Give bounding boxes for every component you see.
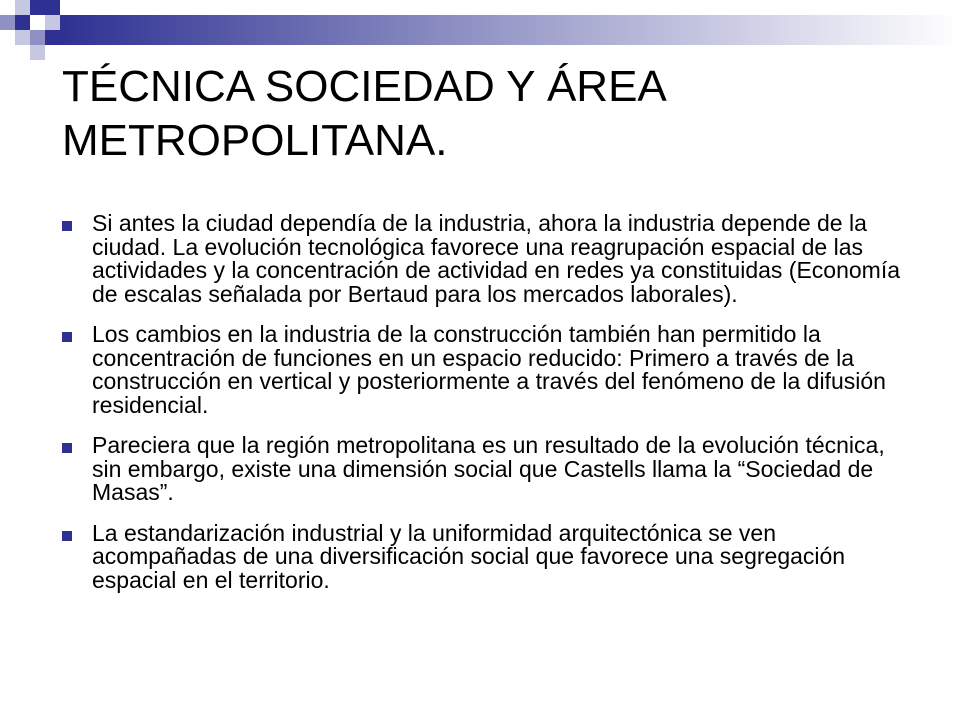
deco-square [15, 0, 30, 15]
bullet-text: La estandarización industrial y la uniformidad arquitectónica se ven acompañadas de una diversificación social que favorece una segregación espacial en el territorio. [92, 519, 846, 593]
bullet-text: Pareciera que la región metropolitana es un resultado de la evolución técnica, sin embargo, existe una dimensión social que Castells llama la “Sociedad de Masas”. [92, 432, 885, 505]
bullet-list [60, 212, 900, 609]
deco-square [30, 0, 45, 15]
deco-square [45, 15, 60, 30]
header-decoration [0, 0, 960, 60]
bullet-text: Los cambios en la industria de la construcción también han permitido la concentración de funciones en un espacio reducido: Primero a través de la construcción en vertical y posteriormente a través del fenómeno de la difusión residencial. [92, 321, 886, 418]
deco-square [15, 30, 30, 45]
bullet-text: Si antes la ciudad dependía de la industria, ahora la industria depende de la ciudad. La evolución tecnológica favorece una reagrupación espacial de las actividades y la concentración de actividad en redes ya constituidas (Economía de escalas señalada por Bertaud para los mercados laborales). [92, 210, 901, 307]
deco-square [15, 15, 30, 30]
slide-title: TÉCNICA SOCIEDAD Y ÁREA METROPOLITANA. [62, 62, 665, 165]
deco-square [30, 30, 45, 45]
bullet-item [60, 212, 900, 306]
bullet-item [60, 434, 900, 505]
bullet-item [60, 519, 900, 593]
square-bullet-icon [62, 332, 72, 342]
square-bullet-icon [62, 443, 72, 453]
bullet-item [60, 323, 900, 417]
header-gradient-bar [60, 15, 960, 45]
deco-square [30, 45, 45, 60]
square-bullet-icon [62, 531, 72, 541]
deco-square [0, 15, 15, 30]
deco-square [45, 30, 60, 45]
deco-square [45, 0, 60, 15]
square-bullet-icon [62, 221, 72, 231]
